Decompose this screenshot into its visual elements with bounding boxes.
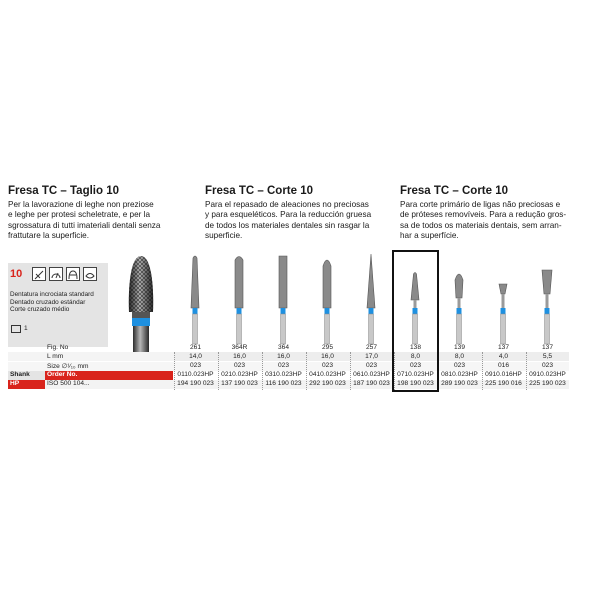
fig-cell: 261 [189, 344, 201, 351]
hp-label: HP [10, 380, 20, 387]
highlighted-column [392, 250, 439, 392]
iso-cell: 292 190 023 [309, 380, 346, 387]
fig-label: Fig. No [47, 344, 69, 351]
iso-cell: 116 190 023 [265, 380, 302, 387]
pack-quantity: 1 [24, 325, 28, 332]
section-title-portuguese: Fresa TC – Corte 10 [400, 185, 509, 197]
bur-drawing-139 [455, 274, 463, 344]
section-title-spanish: Fresa TC – Corte 10 [205, 185, 314, 197]
order-label: Order No. [47, 371, 78, 378]
bur-drawing-137 [542, 270, 552, 344]
desc-line: har a superfície. [400, 231, 459, 241]
desc-line: sa de todos os materiais dentais, sem arran- [400, 220, 562, 230]
shank-label: Shank [10, 371, 30, 378]
iso-cell: 137 190 023 [221, 380, 258, 387]
desc-line: Para el repasado de aleaciones no preciosas [205, 200, 369, 209]
feature-spanish: Dentado cruzado estándar [10, 298, 86, 306]
iso-label: ISO 500 104... [47, 380, 90, 387]
desc-line: de próteses removíveis. Para a redução gros- [400, 210, 567, 220]
feature-portuguese: Corte cruzado médio [10, 306, 70, 314]
size-cell: 023 [321, 362, 333, 369]
size-cell: 023 [277, 362, 289, 369]
size-cell: 016 [497, 362, 509, 369]
length-cell: 4,0 [498, 353, 509, 360]
size-cell: 023 [541, 362, 553, 369]
fig-cell: 364R [231, 344, 248, 351]
column-divider [174, 352, 175, 390]
iso-cell: 187 190 023 [353, 380, 390, 387]
length-cell: 8,0 [454, 353, 465, 360]
fig-cell: 139 [453, 344, 465, 351]
column-divider [350, 352, 351, 390]
section-desc-italian [8, 200, 196, 242]
fig-cell: 257 [365, 344, 377, 351]
order-cell: 0910.016HP [485, 371, 522, 378]
column-divider [306, 352, 307, 390]
length-cell: 16,0 [233, 353, 246, 360]
bur-drawings [0, 250, 600, 350]
feature-italian: Dentatura incrociata standard [10, 291, 94, 298]
desc-line: sgrossatura di tutti imateriali dentali senza [8, 220, 161, 230]
fig-cell: 137 [497, 344, 509, 351]
fig-cell: 138 [409, 344, 421, 351]
fig-cell: 295 [321, 344, 333, 351]
length-cell: 17,0 [365, 353, 378, 360]
desc-line: y para esqueléticos. Para la reducción gruesa [205, 210, 372, 220]
size-cell: 023 [189, 362, 201, 369]
column-divider [526, 352, 527, 390]
iso-cell: 194 190 023 [177, 380, 214, 387]
desc-line: e leghe per protesi scheletrate, e per la [8, 210, 151, 220]
order-cell: 0710.023HP [397, 371, 434, 378]
order-cell: 0610.023HP [353, 371, 390, 378]
fig-cell: 364 [277, 344, 289, 351]
length-cell: 16,0 [321, 353, 334, 360]
section-desc-portuguese [400, 200, 582, 242]
bur-drawing-257 [367, 254, 375, 344]
length-cell: 5,5 [542, 353, 553, 360]
bur-drawing-295 [323, 260, 331, 344]
length-cell: 8,0 [410, 353, 421, 360]
column-divider [482, 352, 483, 390]
size-cell: 023 [365, 362, 377, 369]
desc-line: frattutare la superficie. [8, 231, 90, 241]
order-cell: 0310.023HP [265, 371, 302, 378]
column-divider [262, 352, 263, 390]
order-cell: 0210.023HP [221, 371, 258, 378]
size-label: Size ∅¹⁄₁₀ mm [47, 363, 89, 370]
length-cell: 14,0 [189, 353, 202, 360]
fig-cell: 137 [541, 344, 553, 351]
bur-drawing-261 [191, 256, 199, 344]
length-cell: 16,0 [277, 353, 290, 360]
desc-line: de todos los materiales dentales sin rasgar la [205, 220, 370, 230]
bur-drawing-137 [499, 284, 507, 344]
desc-line: Per la lavorazione di leghe non preziose [8, 200, 154, 209]
cut-number: 10 [10, 268, 23, 280]
order-cell: 0810.023HP [441, 371, 478, 378]
size-cell: 023 [453, 362, 465, 369]
iso-cell: 198 190 023 [397, 380, 434, 387]
section-title-italian: Fresa TC – Taglio 10 [8, 185, 119, 197]
size-cell: 023 [409, 362, 421, 369]
section-desc-spanish [205, 200, 390, 242]
length-label: L mm [47, 353, 64, 360]
order-cell: 0410.023HP [309, 371, 346, 378]
order-cell: 0110.023HP [177, 371, 214, 378]
bur-drawing-364 [279, 256, 287, 344]
desc-line: superficie. [205, 231, 243, 241]
column-divider [218, 352, 219, 390]
size-cell: 023 [233, 362, 245, 369]
order-cell: 0910.023HP [529, 371, 566, 378]
desc-line: Para corte primário de ligas não preciosas e [400, 200, 561, 209]
iso-cell: 289 190 023 [441, 380, 478, 387]
bur-drawing-364R [235, 257, 243, 345]
iso-cell: 225 190 023 [529, 380, 566, 387]
iso-cell: 225 190 016 [485, 380, 522, 387]
